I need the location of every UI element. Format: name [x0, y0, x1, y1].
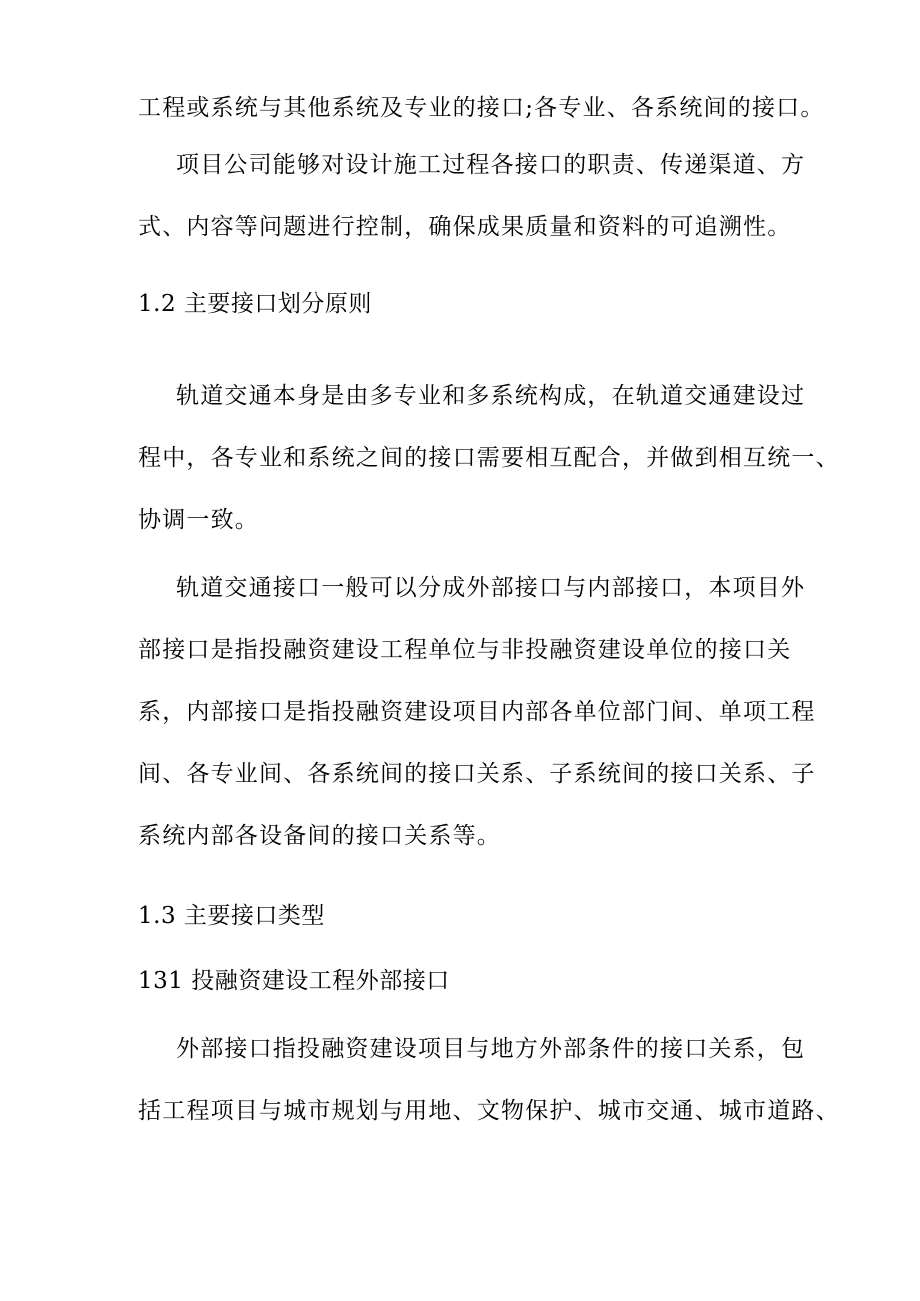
paragraph-line: 系，内部接口是指投融资建设项目内部各单位部门间、单项工程 [138, 699, 816, 725]
paragraph-line: 轨道交通本身是由多专业和多系统构成，在轨道交通建设过 [176, 383, 806, 409]
subsection-heading: 131 投融资建设工程外部接口 [138, 968, 450, 994]
paragraph-line: 工程或系统与其他系统及专业的接口;各专业、各系统间的接口。 [138, 95, 825, 121]
paragraph-line: 轨道交通接口一般可以分成外部接口与内部接口，本项目外 [176, 575, 806, 601]
paragraph-line: 项目公司能够对设计施工过程各接口的职责、传递渠道、方 [176, 152, 806, 178]
paragraph-line: 括工程项目与城市规划与用地、文物保护、城市交通、城市道路、 [138, 1098, 840, 1124]
paragraph-line: 协调一致。 [138, 507, 259, 533]
paragraph-line: 部接口是指投融资建设工程单位与非投融资建设单位的接口关 [138, 637, 792, 663]
paragraph-line: 间、各专业间、各系统间的接口关系、子系统间的接口关系、子 [138, 761, 816, 787]
paragraph-line: 程中，各专业和系统之间的接口需要相互配合，并做到相互统一、 [138, 445, 840, 471]
section-heading: 1.3 主要接口类型 [138, 903, 325, 929]
paragraph-line: 式、内容等问题进行控制，确保成果质量和资料的可追溯性。 [138, 214, 792, 240]
section-heading: 1.2 主要接口划分原则 [138, 291, 372, 317]
paragraph-line: 外部接口指投融资建设项目与地方外部条件的接口关系，包 [176, 1036, 806, 1062]
paragraph-line: 系统内部各设备间的接口关系等。 [138, 823, 501, 849]
